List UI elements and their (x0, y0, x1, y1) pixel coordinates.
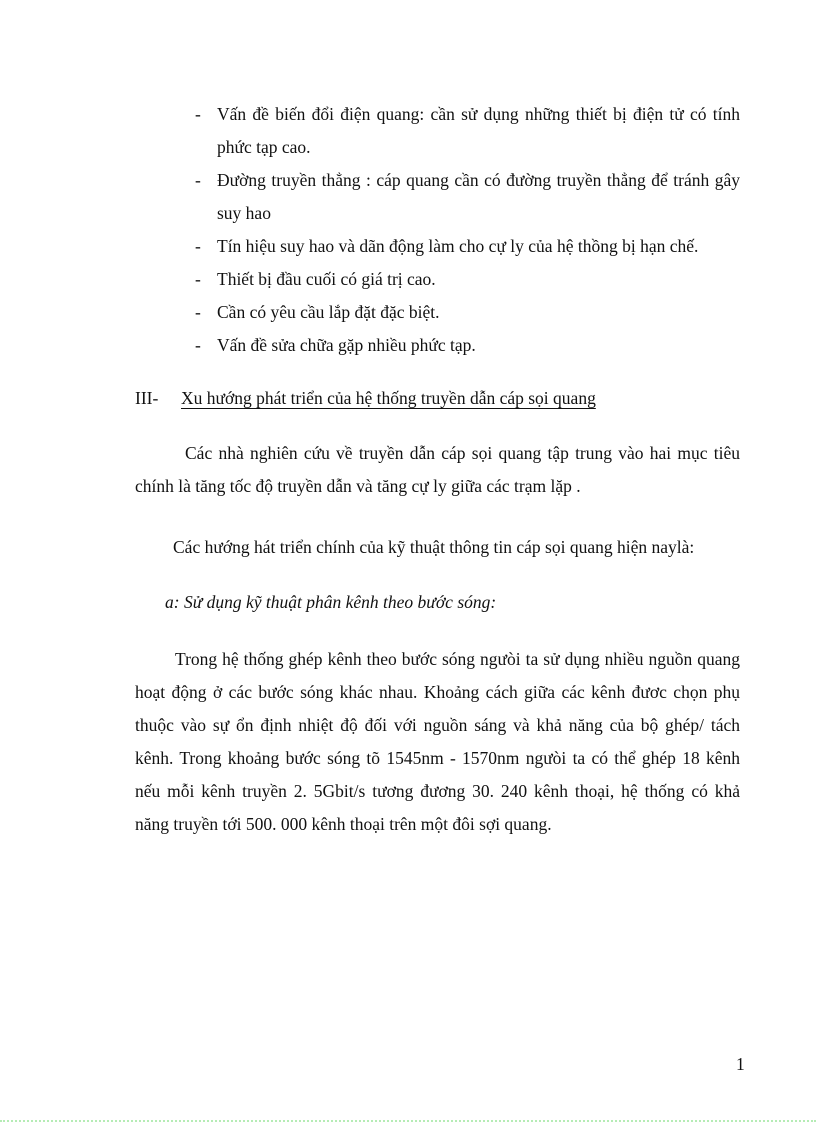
list-item (195, 263, 740, 296)
bullet-dash: - (195, 335, 201, 355)
bullet-text: Thiết bị đầu cuối có giá trị cao. (217, 269, 436, 289)
bullet-text: Vấn đề biến đổi điện quang: cần sử dụng những thiết bị điện tử có tính phức tạp cao. (217, 104, 740, 157)
paragraph-wdm-details: Trong hệ thống ghép kênh theo bước sóng ngưòi ta sử dụng nhiều nguồn quang hoạt động ở các bước sóng khác nhau. Khoảng cách giữa các kênh đươc chọn phụ thuộc vào sự ổn định nhiệt độ đối với nguồn sáng và khả năng của bộ ghép/ tách kênh. Trong khoảng bước sóng tõ 1545nm - 1570nm ngưòi ta có thể ghép 18 kênh nếu mỗi kênh truyền 2. 5Gbit/s tương đương 30. 240 kênh thoại, hệ thống có khả năng truyền tới 500. 000 kênh thoại trên một đôi sợi quang. (135, 649, 740, 834)
bullet-dash: - (195, 236, 201, 256)
page-number: 1 (736, 1054, 745, 1074)
list-item (195, 296, 740, 329)
section-numeral: III- (135, 388, 159, 408)
bullet-text: Vấn đề sửa chữa gặp nhiều phức tạp. (217, 335, 476, 355)
bullet-text: Tín hiệu suy hao và dãn động làm cho cự ly của hệ thồng bị hạn chế. (217, 236, 699, 256)
bullet-text: Đường truyền thẳng : cáp quang cần có đường truyền thẳng để tránh gây suy hao (217, 170, 740, 223)
bottom-dotted-divider (0, 1120, 816, 1122)
paragraph-development-directions: Các hướng hát triển chính của kỹ thuật thông tin cáp sọi quang hiện naylà: (173, 537, 695, 557)
bullet-dash: - (195, 302, 201, 322)
bullet-list (195, 98, 740, 362)
paragraph-research-goals: Các nhà nghiên cứu về truyền dẫn cáp sọi quang tập trung vào hai mục tiêu chính là tăng tốc độ truyền dẫn và tăng cự ly giữa các trạm lặp . (135, 443, 740, 496)
section-heading (135, 382, 740, 415)
bullet-dash: - (195, 170, 201, 190)
list-item (195, 164, 740, 230)
bullet-text: Cần có yêu cầu lắp đặt đặc biệt. (217, 302, 440, 322)
list-item (195, 230, 740, 263)
list-item (195, 329, 740, 362)
bullet-dash: - (195, 104, 201, 124)
bullet-dash: - (195, 269, 201, 289)
list-item (195, 98, 740, 164)
section-title: Xu hướng phát triển của hệ thống truyền dẫn cáp sọi quang (181, 388, 596, 408)
subheading-a-wdm: a: Sử dụng kỹ thuật phân kênh theo bước sóng: (165, 592, 497, 612)
